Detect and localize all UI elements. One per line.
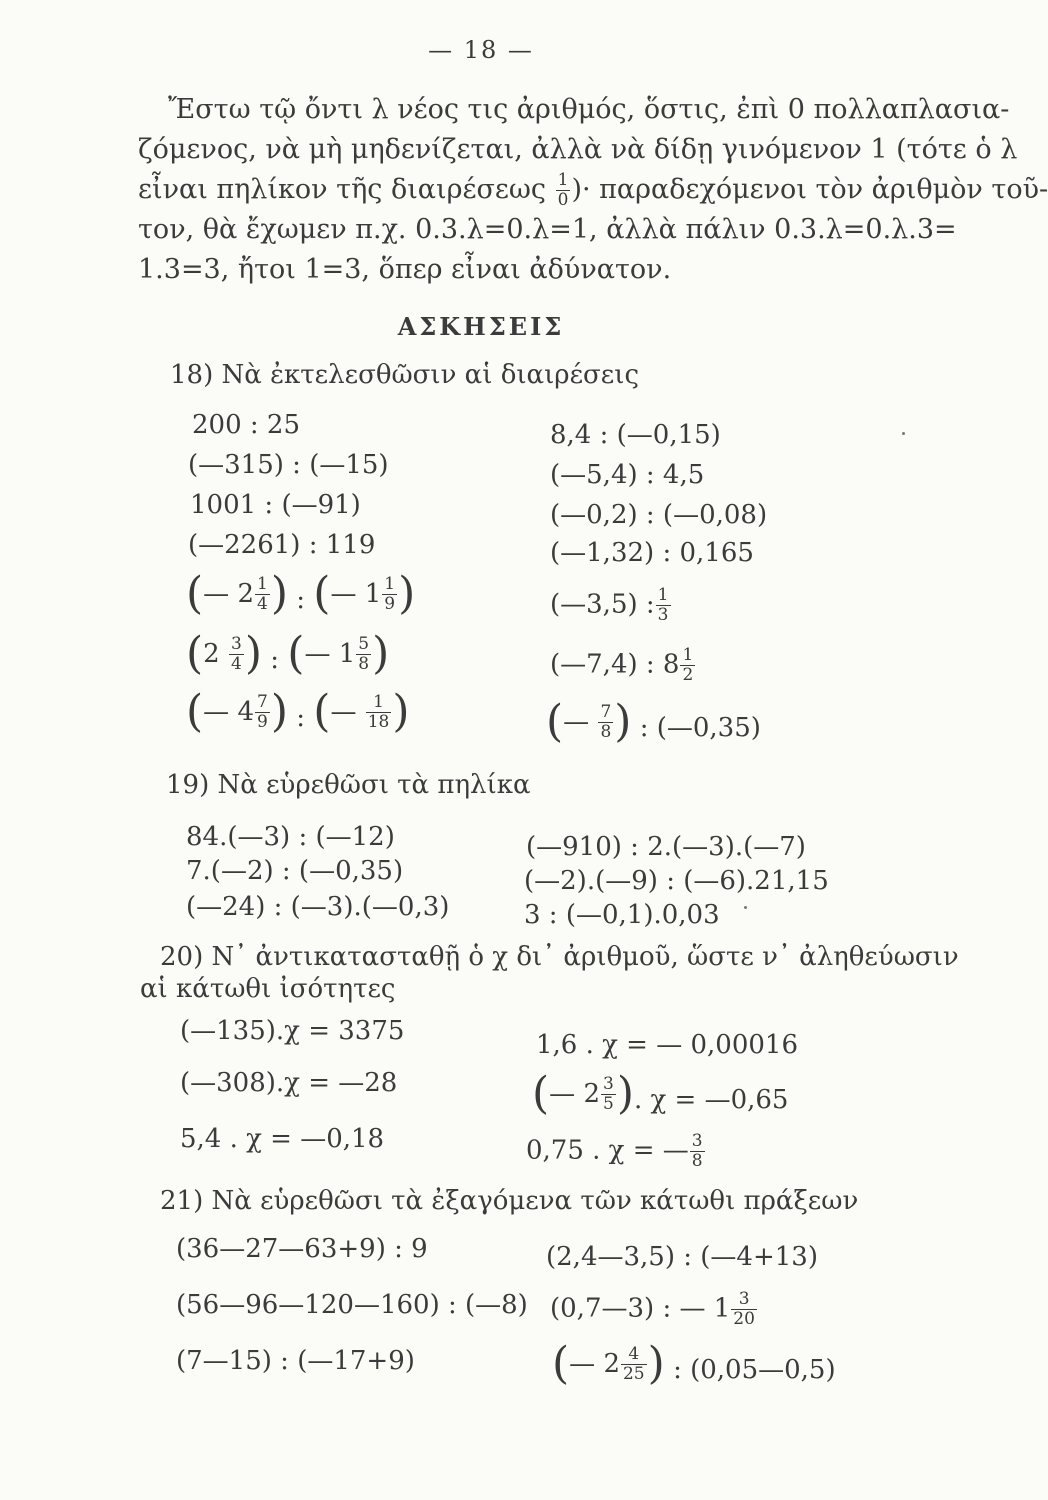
math-expression: (—308).χ = —28 (180, 1068, 398, 1098)
math-expression: 84.(—3) : (—12) (186, 822, 395, 852)
math-expression: (—2).(—9) : (—6).21,15 (524, 866, 829, 896)
intro-line: ζόμενος, νὰ μὴ μηδενίζεται, ἀλλὰ νὰ δίδῃ γινόμενον 1 (τότε ὁ λ (138, 134, 1018, 165)
math-expression: (—135).χ = 3375 (180, 1016, 405, 1046)
math-expression: (—315) : (—15) (188, 450, 389, 480)
math-expression: 1001 : (—91) (190, 490, 361, 520)
math-expression: (—0,2) : (—0,08) (550, 500, 768, 530)
paper-speck (744, 906, 747, 909)
math-expression: 200 : 25 (192, 410, 300, 440)
exercise-20-title: 20) Ν᾽ ἀντικατασταθῇ ὁ χ δι᾽ ἀριθμοῦ, ὥστε ν᾽ ἀληθεύωσιν (160, 942, 959, 972)
intro-line-text: )· παραδεχόμενοι τὸν ἀριθμὸν τοῦ- (571, 174, 1048, 205)
math-expression: 7.(—2) : (—0,35) (186, 856, 404, 886)
paper-speck (902, 432, 905, 435)
math-expression: (2,4—3,5) : (—4+13) (546, 1242, 818, 1272)
math-expression: ( — 4 7 9 ) : ( — 1 18 ) (186, 686, 410, 737)
intro-line: τον, θὰ ἔχωμεν π.χ. 0.3.λ=0.λ=1, ἀλλὰ πάλιν 0.3.λ=0.λ.3= (138, 214, 957, 245)
math-expression: ( — 2 1 4 ) : ( — 1 1 9 ) (186, 568, 416, 619)
intro-line: 1.3=3, ἤτοι 1=3, ὅπερ εἶναι ἀδύνατον. (138, 254, 672, 285)
exercise-19-title: 19) Νὰ εὑρεθῶσι τὰ πηλίκα (166, 770, 531, 800)
math-expression: ( — 2 4 25 ) : (0,05—0,5) (552, 1338, 836, 1389)
exercise-18-title: 18) Νὰ ἐκτελεσθῶσιν αἱ διαιρέσεις (170, 360, 640, 390)
math-expression: 1,6 . χ = — 0,00016 (536, 1030, 798, 1060)
exercise-21-title: 21) Νὰ εὑρεθῶσι τὰ ἐξαγόμενα τῶν κάτωθι πράξεων (160, 1186, 859, 1216)
section-heading: ΑΣΚΗΣΕΙΣ (397, 312, 565, 341)
math-expression: 3 : (—0,1).0,03 (524, 900, 720, 930)
math-expression: (56—96—120—160) : (—8) (176, 1290, 528, 1320)
math-expression: ( — 2 3 5 ) . χ = —0,65 (532, 1068, 789, 1119)
math-expression: (—24) : (—3).(—0,3) (186, 892, 450, 922)
math-expression: (36—27—63+9) : 9 (176, 1234, 428, 1264)
math-expression: 5,4 . χ = —0,18 (180, 1124, 385, 1154)
math-expression: (—5,4) : 4,5 (550, 460, 705, 490)
math-expression: (7—15) : (—17+9) (176, 1346, 415, 1376)
math-expression: ( — 7 8 ) : (—0,35) (546, 696, 761, 747)
math-expression: ( 2 3 4 ) : ( — 1 5 8 ) (186, 628, 390, 679)
math-expression: (—2261) : 119 (188, 530, 376, 560)
intro-line (138, 170, 1048, 210)
math-expression: (0,7—3) : — 1 $\frac{3}{20}$ (550, 1289, 755, 1329)
page-number: — 18 — (428, 36, 534, 64)
fraction: $\frac{1}{0}$ (557, 170, 569, 210)
math-expression: (—3,5) : $\frac{1}{3}$ (550, 585, 669, 625)
intro-line: Ἔστω τῷ ὄντι λ νέος τις ἀριθμός, ὅστις, ἐπὶ 0 πολλαπλασια- (168, 94, 1010, 125)
math-expression: (—910) : 2.(—3).(—7) (526, 832, 806, 862)
math-expression: (—1,32) : 0,165 (550, 538, 754, 568)
intro-line-text: εἶναι πηλίκον τῆς διαιρέσεως (138, 174, 547, 205)
exercise-20-title: αἱ κάτωθι ἰσότητες (140, 974, 396, 1004)
math-expression: 0,75 . χ = — $\frac{3}{8}$ (526, 1131, 703, 1171)
math-expression: (—7,4) : 8 $\frac{1}{2}$ (550, 645, 694, 685)
math-expression: 8,4 : (—0,15) (550, 420, 721, 450)
